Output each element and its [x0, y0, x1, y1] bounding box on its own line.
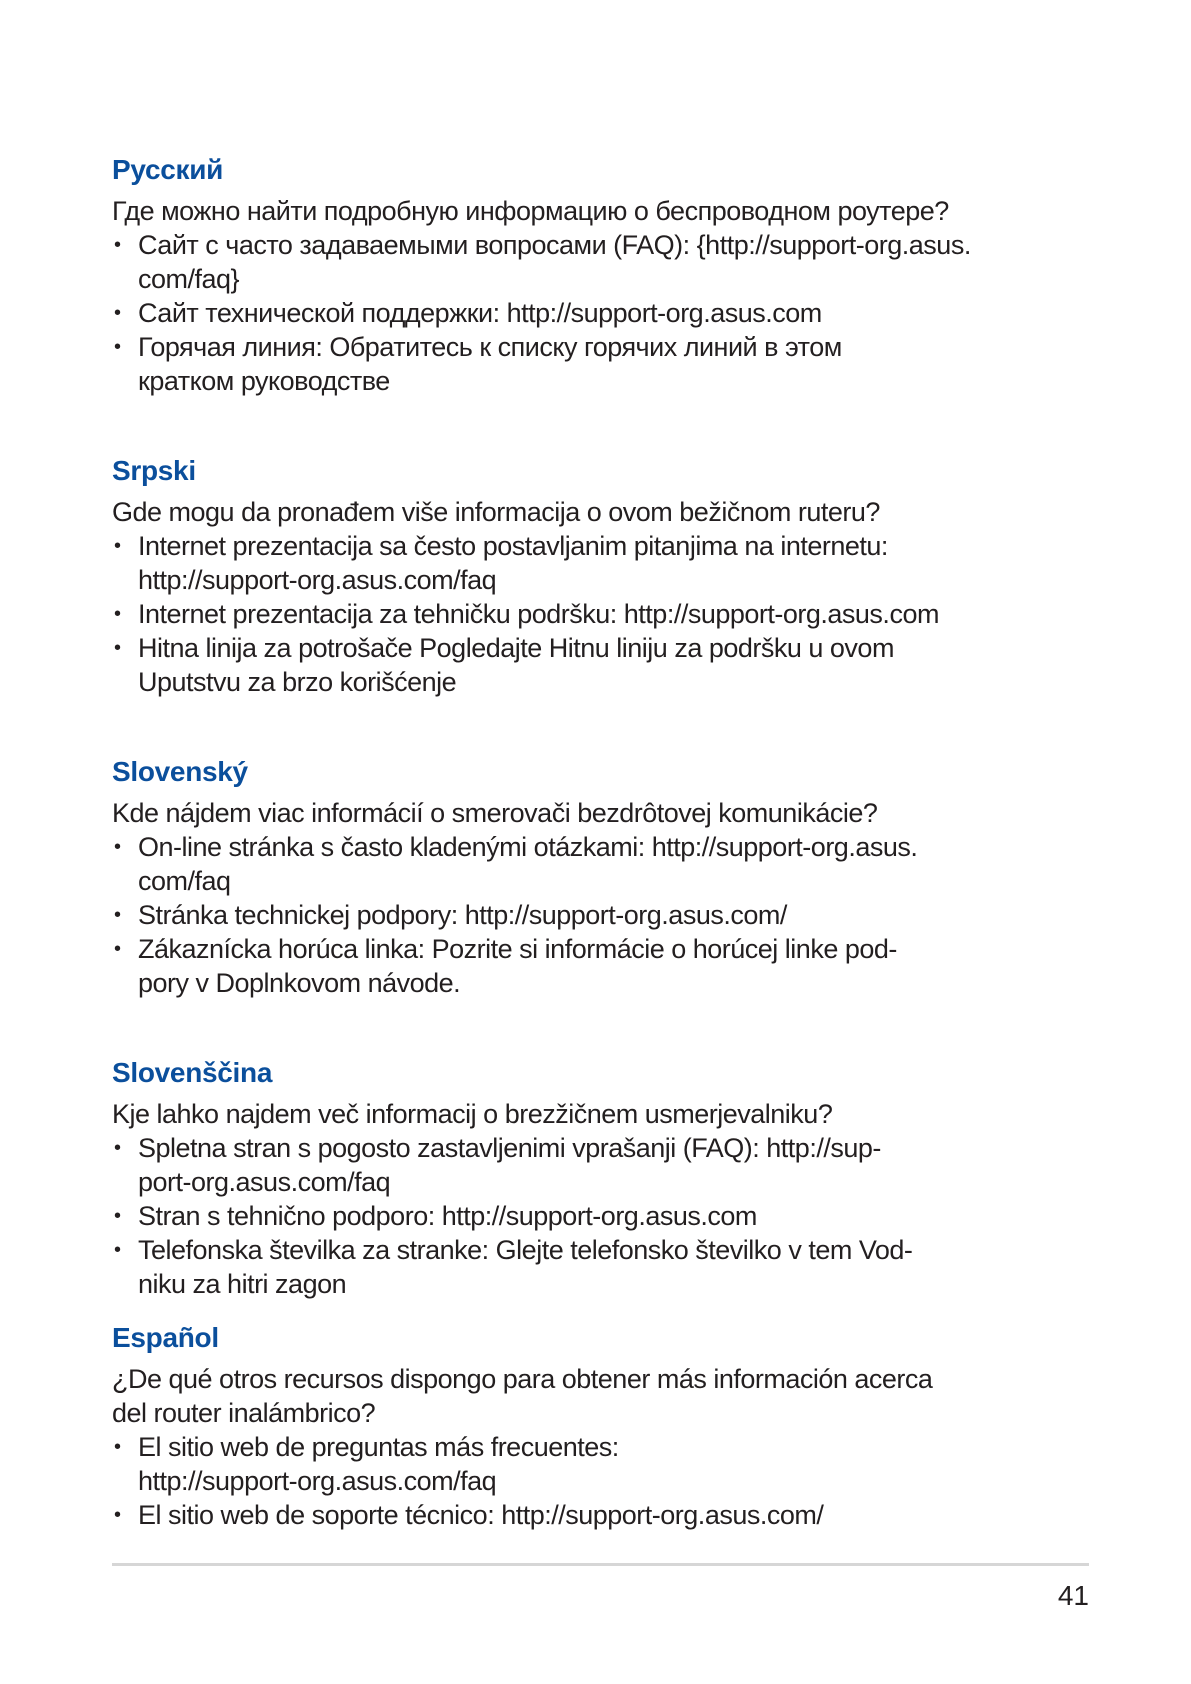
section-heading: Русский [112, 154, 224, 185]
list-item-text: Uputstvu za brzo korišćenje [138, 667, 457, 697]
list-item-text: com/faq [138, 866, 231, 896]
section-heading: Slovenský [112, 756, 248, 787]
list-item-text: Сайт с часто задаваемыми вопросами (FAQ): {http://support-org.asus. [138, 230, 971, 260]
bullet-icon: • [114, 1205, 122, 1227]
bullet-icon: • [114, 535, 122, 557]
list-item [112, 330, 1092, 398]
list-item-text: On-line stránka s často kladenými otázkami: http://support-org.asus. [138, 832, 918, 862]
section-heading: Srpski [112, 455, 196, 486]
list-item [112, 631, 1092, 699]
bullet-icon: • [114, 637, 122, 659]
bullet-icon: • [114, 336, 122, 358]
language-section [112, 1320, 1092, 1532]
list-item-text: http://support-org.asus.com/faq [138, 565, 497, 595]
list-item-text: Stran s tehnično podporo: http://support-org.asus.com [138, 1201, 757, 1231]
list-item [112, 296, 1092, 330]
list-item-text: pory v Doplnkovom návode. [138, 968, 461, 998]
language-section [112, 152, 1092, 398]
section-heading: Slovenščina [112, 1057, 273, 1088]
list-item-text: Zákaznícka horúca linka: Pozrite si informácie o horúcej linke pod- [138, 934, 897, 964]
bullet-icon: • [114, 1239, 122, 1261]
list-item [112, 1233, 1092, 1301]
question-text: Kje lahko najdem več informacij o brezžičnem usmerjevalniku? [112, 1099, 833, 1129]
question-text: del router inalámbrico? [112, 1398, 376, 1428]
language-section [112, 1055, 1092, 1301]
list-item-text: Telefonska številka za stranke: Glejte telefonsko številko v tem Vod- [138, 1235, 913, 1265]
list-item [112, 228, 1092, 296]
list-item-text: com/faq} [138, 264, 240, 294]
bullet-icon: • [114, 234, 122, 256]
page-number: 41 [1057, 1580, 1089, 1611]
list-item-text: niku za hitri zagon [138, 1269, 347, 1299]
bullet-icon: • [114, 603, 122, 625]
section-heading: Español [112, 1322, 219, 1353]
list-item [112, 932, 1092, 1000]
bullet-icon: • [114, 1137, 122, 1159]
language-section [112, 453, 1092, 699]
list-item-text: El sitio web de preguntas más frecuentes: [138, 1432, 619, 1462]
question-text: Gde mogu da pronađem više informacija o ovom bežičnom ruteru? [112, 497, 880, 527]
bullet-icon: • [114, 302, 122, 324]
list-item [112, 1430, 1092, 1498]
footer-divider [112, 1563, 1089, 1566]
list-item-text: El sitio web de soporte técnico: http://support-org.asus.com/ [138, 1500, 824, 1530]
list-item-text: Internet prezentacija za tehničku podršku: http://support-org.asus.com [138, 599, 939, 629]
list-item [112, 1199, 1092, 1233]
bullet-icon: • [114, 938, 122, 960]
list-item-text: Горячая линия: Обратитесь к списку горячих линий в этом [138, 332, 842, 362]
list-item [112, 830, 1092, 898]
bullet-icon: • [114, 1504, 122, 1526]
list-item [112, 898, 1092, 932]
question-text: Kde nájdem viac informácií o smerovači bezdrôtovej komunikácie? [112, 798, 878, 828]
list-item [112, 1498, 1092, 1532]
list-item-text: Hitna linija za potrošače Pogledajte Hitnu liniju za podršku u ovom [138, 633, 894, 663]
list-item-text: port-org.asus.com/faq [138, 1167, 391, 1197]
question-text: Где можно найти подробную информацию о беспроводном роутере? [112, 196, 949, 226]
bullet-icon: • [114, 836, 122, 858]
list-item-text: Stránka technickej podpory: http://support-org.asus.com/ [138, 900, 787, 930]
list-item [112, 1131, 1092, 1199]
list-item-text: кратком руководстве [138, 366, 390, 396]
list-item-text: Сайт технической поддержки: http://support-org.asus.com [138, 298, 822, 328]
language-section [112, 754, 1092, 1000]
list-item-text: Internet prezentacija sa često postavljanim pitanjima na internetu: [138, 531, 888, 561]
question-text: ¿De qué otros recursos dispongo para obtener más información acerca [112, 1364, 933, 1394]
bullet-icon: • [114, 1436, 122, 1458]
bullet-icon: • [114, 904, 122, 926]
list-item [112, 597, 1092, 631]
list-item-text: Spletna stran s pogosto zastavljenimi vprašanji (FAQ): http://sup- [138, 1133, 881, 1163]
list-item [112, 529, 1092, 597]
list-item-text: http://support-org.asus.com/faq [138, 1466, 497, 1496]
